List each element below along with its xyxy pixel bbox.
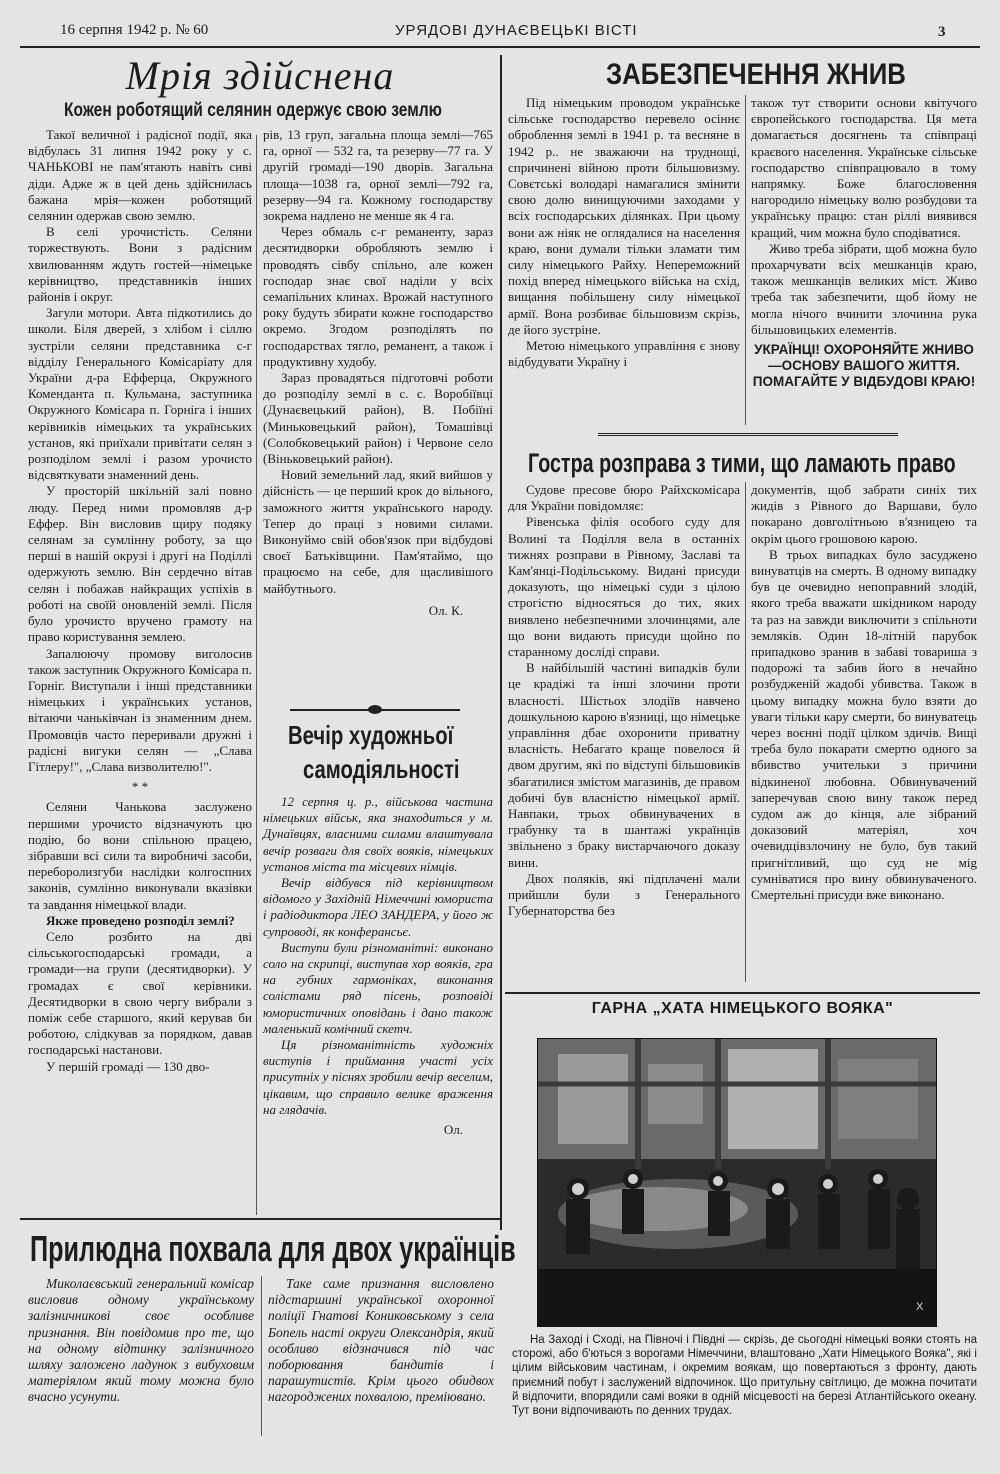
hut-caption xyxy=(512,1333,977,1418)
paragraph: Такої величної і радісної події, яка відбулась 31 липня 1942 року у с. ЧАНЬКОВІ не пам'ятають навіть сиві діди. Адже ж в цей день здійснилась бажана мрія—кожен роботящий селянин одержав свою землю. xyxy=(28,127,252,224)
paragraph: Судове пресове бюро Райхскомісара для України повідомляє: xyxy=(508,482,740,514)
praise-top-rule xyxy=(20,1218,500,1220)
photo-mark: X xyxy=(916,1301,924,1313)
court-title: Гостра розправа з тими, що ламають право xyxy=(528,448,956,478)
paragraph: Миколаєвський генеральний комісар висловив одному українському залізничникові своє особливе признання. Він повідомив про те, що на одному відтинку залізничного шляху заложено ладунок з вибуховим матеріялом який тому можна було вчасно усунути. xyxy=(28,1276,254,1405)
harvest-column-1 xyxy=(508,95,740,370)
paragraph: Запалюючу промову виголосив також заступник Окружного Комісара п. Горніг. Виступали і інші представники німецьких і українських установ, вітаючи чаньківчан із знаменним днем. Промовців часто переривали дружні і радісні вигуки селян — „Слава Гітлеру!", „Слава визволителю!". xyxy=(28,645,252,774)
paragraph: Зараз провадяться підготовчі роботи до розподілу землі в с. с. Воробіївці (Дунаєвецький район), В. Побіїні (Миньковецький район), Томашівці (Солобковецький район) і Червоне село (Віньковецький район). xyxy=(263,370,493,467)
paragraph: Виступи були різноманітні: виконано соло на скрипці, виступав хор вояків, гра на губних гармоніках, виконання солістами ряд пісень, розповіді юмористичних оповідань і дано також маленький комічний скетч. xyxy=(263,939,493,1036)
paragraph: Вечір відбувся під керівництвом відомого у Західній Німеччині юмориста і радіодиктора ЛЕО ЗАНДЕРА, у його ж супроводі, як конферансьє. xyxy=(263,875,493,939)
column-divider-main xyxy=(500,55,502,1230)
paragraph: Ця різноманітність художніх виступів і приймання участі усіх присутніх у піснях зробили вечір веселим, цікавим, що справило велике враження на глядачів. xyxy=(263,1037,493,1117)
evening-title-line2: самодіяльності xyxy=(303,754,460,784)
paragraph: Рівенська філія особого суду для Волині та Поділля вела в останніх тижнях розправи в Рівному, Заславі та Кам'янці-Подільському. Видані присуди доказують, що німецькі суди з цілою строгістю відносяться до тих, яких виявлено небезпечними злочинцями, але що вони видають присуди щойно по старанному досліді справи. xyxy=(508,514,740,660)
paragraph: У першій громаді — 130 дво- xyxy=(46,1058,210,1074)
photo-scene xyxy=(538,1039,936,1326)
harvest-column-2 xyxy=(751,95,977,390)
harvest-divider xyxy=(745,95,746,425)
praise-column-1 xyxy=(28,1276,254,1406)
ornament-divider xyxy=(290,705,460,715)
court-divider xyxy=(745,482,746,982)
court-column-2 xyxy=(751,482,977,903)
paragraph: Живо треба зібрати, щоб можна було прохарчувати всіх мешканців краю, також мешканців великих міст. Живо треба так забезпечити, щоб йому не могла нічого вчинити злочинна рука більшовицьких елементів. xyxy=(751,240,977,337)
evening-body xyxy=(263,794,493,1138)
dream-column-1 xyxy=(28,127,252,1075)
paragraph: також тут створити основи квітучого європейського господарства. Ця мета домагається досягнень та співпраці краєвого населення. Українське сільське господарство співпрацювало в тому напрямку. Боже благословення нагородило німецьку волю розбудови та українську працю: стан ріллі виявився кращий, чим можна було сподіватися. xyxy=(751,95,977,240)
stars-divider: * * xyxy=(131,779,149,795)
paragraph: рів, 13 груп, загальна площа землі—765 га, орної — 532 га, та резерву—77 га. У другій громаді—190 дворів. Загальна площа—1038 га, орної землі—792 га, резерву—94 га. Кожному господарству зокрема надлено не менше як 4 га. xyxy=(263,127,493,224)
evening-signature: Ол. xyxy=(443,1122,463,1138)
paragraph: Таке саме признання висловлено підстаршині української охоронної поліції Гнатові Кониковському з села Бопель насті округи Олександрія, який особливо відзначився під час поборювання бандитів і парашутистів. Крім цього обидвох нагороджених похвалою, преміювано. xyxy=(268,1276,494,1405)
paragraph: Через обмаль с-г реманенту, зараз десятидворки обробляють землю і проводять сівбу спільно, але кожен господар знає свої наділи у всіх семапільних клинах. Врожай наступного року будуть збирати кожне господарство окремо. Згодом розподілять по господарствах тягло, реманент, а також і продуктивну худобу. xyxy=(263,224,493,369)
dream-column-2 xyxy=(263,127,493,619)
harvest-title: ЗАБЕЗПЕЧЕННЯ ЖНИВ xyxy=(606,58,906,91)
paragraph: В найбільшій частині випадків були це крадіжі та інші злочини проти власності. Шістьох злодіїв навчено дошкульною карою в'язниці, що німецьке управління дбає охоронити приватну власність. Небагато краще повелося й двом другим, які по відступі більшовиків збагатилися змістом магазинів, де правом добичі був власністю німецької армії. Навпаки, трьох обвинувачених в грабунку та в шантажі українців звільнено з браку вистарчаючого доказу вини. xyxy=(508,660,740,870)
issue-date: 16 серпня 1942 р. № 60 xyxy=(60,22,209,38)
paragraph: Село розбито на дві сільськогосподарські громади, а громади—на групи (десятидворки). У громадах є свої керівники. Десятидворки в свою чергу вибрали з поміж себе старшого, який керував би роботою, слідкував за порядком, давав господарські настанови. xyxy=(28,928,252,1058)
page-number: 3 xyxy=(938,24,946,40)
soldiers-hut-photo xyxy=(537,1038,937,1327)
paragraph: Двох поляків, які підплачені мали прийшли були з Генерального Губернаторства без xyxy=(508,870,740,919)
praise-column-2 xyxy=(268,1276,494,1406)
paragraph: На Заході і Сході, на Півночі і Півдні — скрізь, де сьогодні німецькі вояки стоять на сторожі, або б'ються з ворогами Німеччини, влаштовано „Хати Німецького Вояка", які і цілим військовим частинам, і окремим воякам, що повертаються з фронту, дають приємний побут і заслужений відпочинок. Що притульну світлицю, де можна почитати й відпочити, впорядили самі вояки в одній місцевості на березі Атлантійського океану. Тут вони відпочивають по денних трудах. xyxy=(512,1334,977,1418)
paragraph: Новий земельний лад, який вийшов у дійсність — це перший крок до вільного, заможного життя українського народу. Тепер до праці з новими силами. Виконуймо свій обов'язок при відбудові своєї Батьківщини. Пам'ятаймо, що працюємо на себе, для щасливішого майбутнього. xyxy=(263,467,493,596)
court-column-1 xyxy=(508,482,740,919)
paragraph: Загули мотори. Авта підкотились до школи. Біля дверей, з хлібом і сіллю зустріли селяни представника с-г відділу Генерального Комісаріату для України д-ра Ефферца, Окружного Коменданта п. Кульмана, заступника Окружного Комісара п. Горніга і інших керівників німецьких та українських установ, які приїхали привітати селян з розподілом землі і разом урочисто відсвяткувати знаменний день. xyxy=(28,305,252,483)
paragraph: Якже проведено розподіл землі? xyxy=(46,912,235,928)
paragraph: В трьох випадках було засуджено винуватців на смерть. В одному випадку був це очевидно непоправний злодій, якого треба вважати шкідником народу та раз на завжди виключити з спільноти земляків. Один 18-літній парубок припадково зранив в забаві товариша з подорожі та забив його в нечайно розбудженій жадобі убивства. Також в цьому випадку можна було взяти до уваги тільки кару смерти, бо винуватець через воєнні події цілком здичів. Вищі треба було покарати смертю одного за вбивство учительки з причини відкиненої любовна. Обвинувачений заперечував свою вину також перед судом аж до кінця, але зібраний доказовий матеріял, хоч очевидцівзлочину не було, був такий пригнітливий, що суд не мig сумніватися про вину обвинуваченого. Смертельні присуди вже виконано. xyxy=(751,546,977,903)
paragraph: документів, щоб забрати синіх тих жидів з Рівного до Варшави, було покарано довголітньою в'язницею та окрім цього грошовою карою. xyxy=(751,482,977,546)
paragraph: Метою німецького управління є знову відбудувати Україну і xyxy=(508,338,740,370)
hut-title: ГАРНА „ХАТА НІМЕЦЬКОГО ВОЯКА" xyxy=(591,1000,894,1017)
praise-title: Прилюдна похвала для двох українців xyxy=(30,1228,516,1269)
dream-title: Мрія здійснена xyxy=(125,53,395,98)
harvest-bottom-rule xyxy=(598,433,898,439)
evening-title-line1: Вечір художньої xyxy=(288,720,454,750)
paragraph: У просторій шкільній залі повно люду. Перед ними промовляв д-р Еффер. Він висловив щиру подяку селянам за сумлінну роботу, за що перші в нашій окрузі і другі на Поділлі одержують землю. Він сердечно вітав селян і побажав найкращих успіхів в роботі на своїй оновленій землі. Після було урочисто вручено грамоту на право користування землею. xyxy=(28,483,252,645)
paragraph: Селяни Чанькова заслужено першими урочисто відзначують цю подію, бо вони спільною працею, зібравши всі сили та виробничі засоби, переборолизгуби наслідки колгоспних законів, сумлінно виконували вказівки та завдання німецької влади. xyxy=(28,799,252,912)
dream-signature: Ол. К. xyxy=(428,602,463,618)
hut-top-rule xyxy=(505,992,980,994)
column-divider-left xyxy=(256,135,257,1215)
harvest-call-to-action: УКРАЇНЦІ! ОХОРОНЯЙТЕ ЖНИВО —ОСНОВУ ВАШОГО ЖИТТЯ. ПОМАГАЙТЕ У ВІДБУДОВІ КРАЮ! xyxy=(752,342,976,390)
dream-subtitle: Кожен роботящий селянин одержує свою землю xyxy=(64,100,442,121)
paragraph: В селі урочистість. Селяни торжествують. Вони з радісним хвилюванням ждуть гостей—німецьке керівництво, представників інших районів і округ. xyxy=(28,224,252,305)
paper-title: УРЯДОВІ ДУНАЄВЕЦЬКІ ВІСТІ xyxy=(395,22,638,39)
paragraph: Під німецьким проводом українське сільське господарство перевело осіннє оброблення землі в 1941 р. та весняне в 1942 р.. не зважаючи на труднощі, спричинені війною проти більшовизму. Совєтські володарі намагалися змінити свою долю винищуючими заходами у всіх господарських ділянках. При цьому вони аж ніяк не оглядалися на населення краю, вони думали тільки зламати тим силу німецького Райху. Непереможний похід вперед німецького війська на схід, вищання побільшену силу німецької армії. Вона розбиває більшовизм скрізь, де його зустріне. xyxy=(508,95,740,337)
masthead-rule xyxy=(20,46,980,48)
paragraph: 12 серпня ц. р., військова частина німецьких військ, яка знаходиться у м. Дунаївцях, власними силами влаштувала вечір розваги для своїх вояків, німецьких установ міста та місцевих німців. xyxy=(263,794,493,874)
praise-divider xyxy=(261,1276,262,1436)
